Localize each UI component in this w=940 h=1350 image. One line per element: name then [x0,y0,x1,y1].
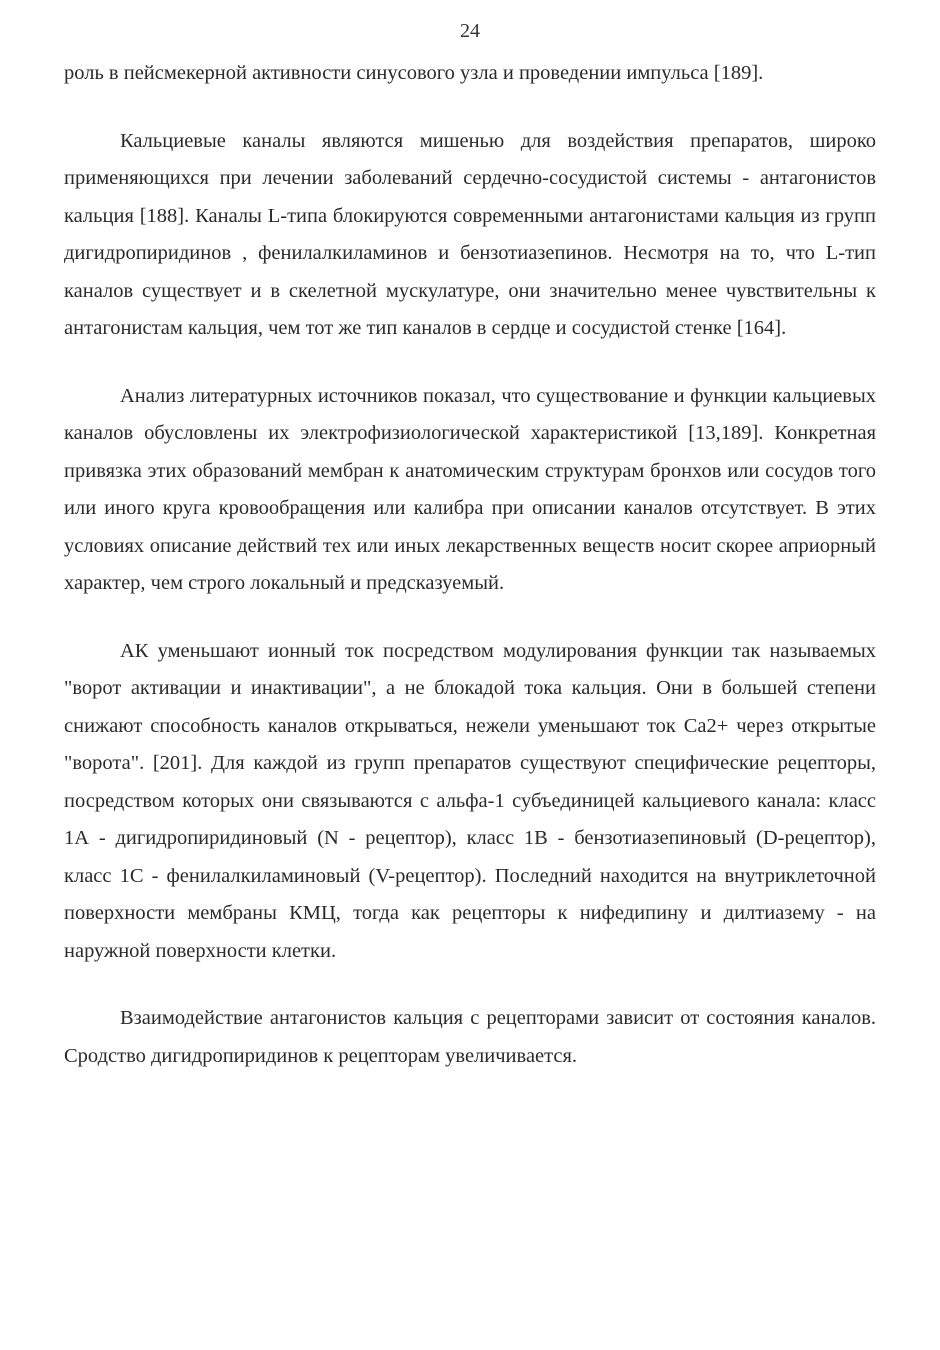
paragraph-continuation: роль в пейсмекерной активности синусового узла и проведении импульса [189]. [64,62,764,84]
paragraph-literature-analysis: Анализ литературных источников показал, что существование и функции кальциевых каналов обусловлены их электрофизиологической характеристикой [13,189]. Конкретная привязка этих образований мембран к анатомическим структурам бронхов или сосудов того или иного круга кровообращения или калибра при описании каналов отсутствует. В этих условиях описание действий тех или иных лекарственных веществ носит скорее априорный характер, чем строго локальный и предсказуемый. [64,384,876,594]
page-number: 24 [460,20,480,42]
paragraph-receptor-interaction: Взаимодействие антагонистов кальция с рецепторами зависит от состояния каналов. Сродство дигидропиридинов к рецепторам увеличивается. [64,1007,876,1067]
paragraph-ak-mechanism: АК уменьшают ионный ток посредством модулирования функции так называемых "ворот активации и инактивации", а не блокадой тока кальция. Они в большей степени снижают способность каналов открываться, нежели уменьшают ток Ca2+ через открытые "ворота". [201]. Для каждой из групп препаратов существуют специфические рецепторы, посредством которых они связываются с альфа-1 субъединицей кальциевого канала: класс 1А - дигидропиридиновый (N - рецептор), класс 1В - бензотиазепиновый (D-рецептор), класс 1С - фенилалкиламиновый (V-рецептор). Последний находится на внутриклеточной поверхности мембраны КМЦ, тогда как рецепторы к нифедипину и дилтиазему - на наружной поверхности клетки. [64,639,876,962]
paragraph-calcium-channels-targets: Кальциевые каналы являются мишенью для воздействия препаратов, широко применяющихся при лечении заболеваний сердечно-сосудистой системы - антагонистов кальция [188]. Каналы L-типа блокируются современными антагонистами кальция из групп дигидропиридинов , фенилалкиламинов и бензотиазепинов. Несмотря на то, что L-тип каналов существует и в скелетной мускулатуре, они значительно менее чувствительны к антагонистам кальция, чем тот же тип каналов в сердце и сосудистой стенке [164]. [64,129,876,339]
document-body [64,55,876,1075]
